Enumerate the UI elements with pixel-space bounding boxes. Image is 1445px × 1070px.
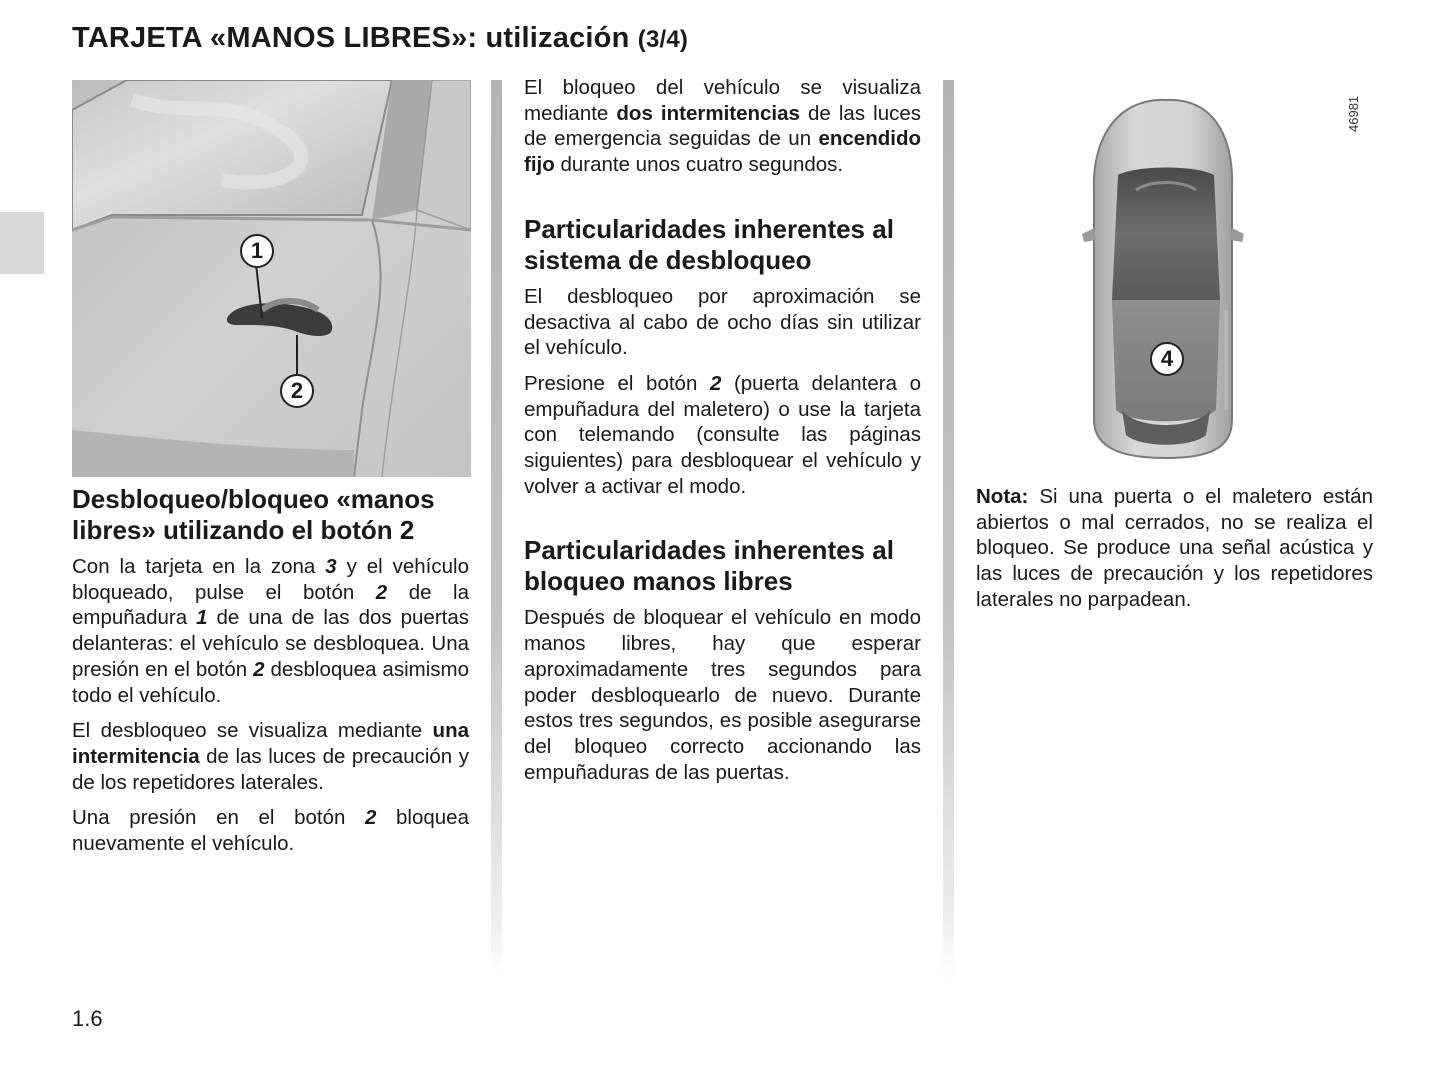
page-title-part: (3/4) — [637, 26, 689, 53]
door-handle-figure — [72, 80, 471, 477]
note-label: Nota: — [976, 485, 1029, 508]
page-number: 1.6 — [72, 1006, 103, 1031]
paragraph-reactivate-mode: Presione el botón 2 (puerta delantera o empuñadura del maletero) o use la tarjeta con telemando (consulte las páginas siguientes) para desbloquear el vehículo y volver a activar el modo. — [524, 371, 921, 498]
column-3 — [976, 484, 1373, 623]
paragraph-lock-indication: El bloqueo del vehículo se visualiza mediante dos intermitencias de las luces de emergencia seguidas de un encendido fijo durante unos cuatro segundos. — [524, 76, 921, 177]
column-divider-1 — [491, 80, 502, 980]
callout-2: 2 — [280, 374, 314, 408]
paragraph-unlock-indication: El desbloqueo se visualiza mediante una intermitencia de las luces de precaución y de los repetidores laterales. — [72, 719, 469, 794]
page-title-text: TARJETA «MANOS LIBRES»: utilización — [72, 22, 630, 54]
page-title — [72, 22, 688, 55]
callout-4: 4 — [1150, 342, 1184, 376]
section-heading-lock-handsfree: Particularidades inherentes al bloqueo manos libres — [524, 535, 894, 597]
column-2 — [524, 75, 921, 795]
paragraph-approach-deactivation: El desbloqueo por aproximación se desactiva al cabo de ocho días sin utilizar el vehículo. — [524, 284, 921, 360]
column-1 — [72, 484, 469, 867]
note-paragraph: Nota: Si una puerta o el maletero están abiertos o mal cerrados, no se realiza el bloqueo. Se produce una señal acústica y las luces de precaución y los repetidores laterales no parpadean. — [976, 485, 1373, 611]
section-tab — [0, 212, 44, 274]
paragraph-wait-after-lock: Después de bloquear el vehículo en modo manos libres, hay que esperar aproximadamente tres segundos para poder desbloquearlo de nuevo. Durante estos tres segundos, es posible asegurarse del bloqueo correcto accionando las empuñaduras de las puertas. — [524, 606, 921, 784]
section-heading-unlock-system: Particularidades inherentes al sistema de desbloqueo — [524, 213, 894, 275]
paragraph-unlock-procedure: Con la tarjeta en la zona 3 y el vehículo bloqueado, pulse el botón 2 de la empuñadura 1 de una de las dos puertas delanteras: el vehículo se desbloquea. Una presión en el botón 2 desbloquea asimismo todo el vehículo. — [72, 555, 469, 707]
figure-number: 46981 — [1346, 95, 1361, 132]
column-divider-2 — [943, 80, 954, 980]
section-heading-unlock-lock: Desbloqueo/bloqueo «manos libres» utilizando el botón 2 — [72, 484, 435, 545]
car-top-view-figure — [976, 80, 1376, 465]
paragraph-relock: Una presión en el botón 2 bloquea nuevamente el vehículo. — [72, 806, 469, 856]
callout-1: 1 — [240, 234, 274, 268]
car-top-view-illustration — [976, 80, 1376, 465]
door-handle-illustration — [72, 80, 471, 477]
